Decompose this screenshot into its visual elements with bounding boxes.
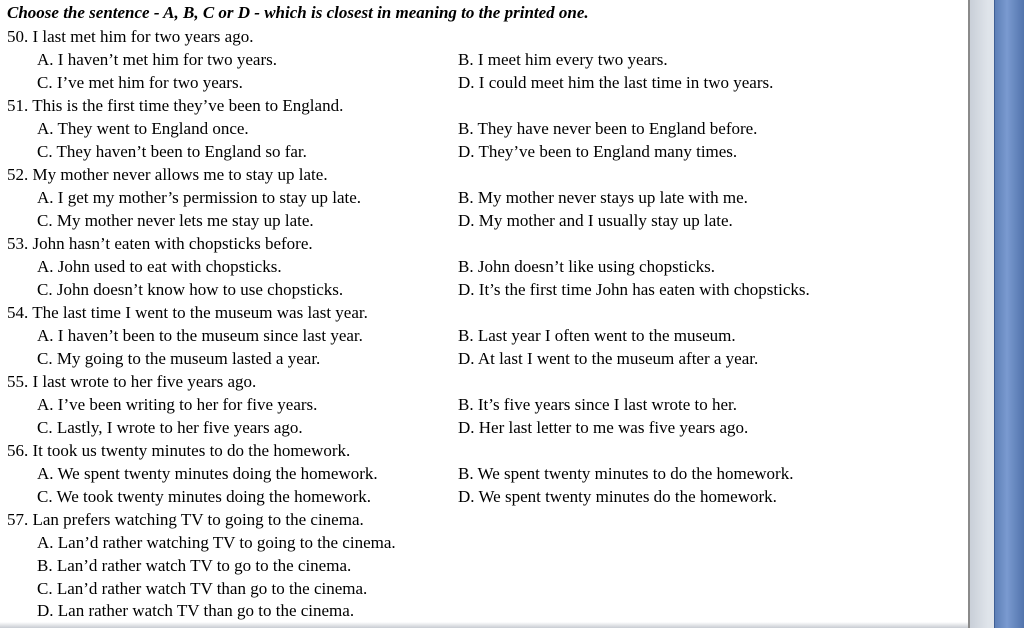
- option-c: C. My mother never lets me stay up late.: [37, 211, 314, 230]
- option-c: C. They haven’t been to England so far.: [37, 142, 307, 161]
- option-c: C. My going to the museum lasted a year.: [37, 349, 321, 368]
- option-a: A. They went to England once.: [37, 119, 249, 138]
- question-stem: 51. This is the first time they’ve been to England.: [7, 96, 344, 115]
- option-c: C. Lastly, I wrote to her five years ago.: [37, 418, 303, 437]
- option-d: D. We spent twenty minutes do the homework.: [458, 487, 777, 506]
- option-a: A. I’ve been writing to her for five years.: [37, 395, 318, 414]
- option-a: A. I haven’t met him for two years.: [37, 50, 277, 69]
- question-stem: 55. I last wrote to her five years ago.: [7, 372, 257, 391]
- option-c: C. We took twenty minutes doing the homework.: [37, 487, 372, 506]
- option-b: B. They have never been to England before.: [458, 119, 758, 138]
- question-stem: 56. It took us twenty minutes to do the homework.: [7, 441, 351, 460]
- option-d: D. Lan rather watch TV than go to the cinema.: [37, 601, 355, 620]
- option-a: A. Lan’d rather watching TV to going to the cinema.: [37, 533, 396, 552]
- option-b: B. We spent twenty minutes to do the homework.: [458, 464, 794, 483]
- option-a: A. John used to eat with chopsticks.: [37, 257, 282, 276]
- option-c: C. Lan’d rather watch TV than go to the cinema.: [37, 579, 368, 598]
- option-d: D. I could meet him the last time in two years.: [458, 73, 774, 92]
- option-c: C. John doesn’t know how to use chopsticks.: [37, 280, 344, 299]
- option-d: D. At last I went to the museum after a year.: [458, 349, 759, 368]
- option-c: C. I’ve met him for two years.: [37, 73, 243, 92]
- vertical-scrollbar[interactable]: [994, 0, 1024, 628]
- option-b: B. I meet him every two years.: [458, 50, 668, 69]
- question-stem: 50. I last met him for two years ago.: [7, 27, 254, 46]
- option-b: B. Last year I often went to the museum.: [458, 326, 736, 345]
- option-b: B. John doesn’t like using chopsticks.: [458, 257, 716, 276]
- question-stem: 54. The last time I went to the museum was last year.: [7, 303, 368, 322]
- instruction-heading: Choose the sentence - A, B, C or D - which is closest in meaning to the printed one.: [7, 3, 589, 22]
- option-d: D. Her last letter to me was five years ago.: [458, 418, 749, 437]
- option-b: B. It’s five years since I last wrote to her.: [458, 395, 738, 414]
- option-a: A. I haven’t been to the museum since last year.: [37, 326, 363, 345]
- option-d: D. My mother and I usually stay up late.: [458, 211, 733, 230]
- option-a: A. I get my mother’s permission to stay up late.: [37, 188, 362, 207]
- option-d: D. It’s the first time John has eaten with chopsticks.: [458, 280, 810, 299]
- option-b: B. My mother never stays up late with me.: [458, 188, 748, 207]
- question-stem: 52. My mother never allows me to stay up late.: [7, 165, 328, 184]
- option-b: B. Lan’d rather watch TV to go to the cinema.: [37, 556, 352, 575]
- question-stem: 57. Lan prefers watching TV to going to the cinema.: [7, 510, 364, 529]
- option-a: A. We spent twenty minutes doing the homework.: [37, 464, 378, 483]
- option-d: D. They’ve been to England many times.: [458, 142, 738, 161]
- question-stem: 53. John hasn’t eaten with chopsticks before.: [7, 234, 313, 253]
- page-bottom-shadow: [0, 622, 968, 628]
